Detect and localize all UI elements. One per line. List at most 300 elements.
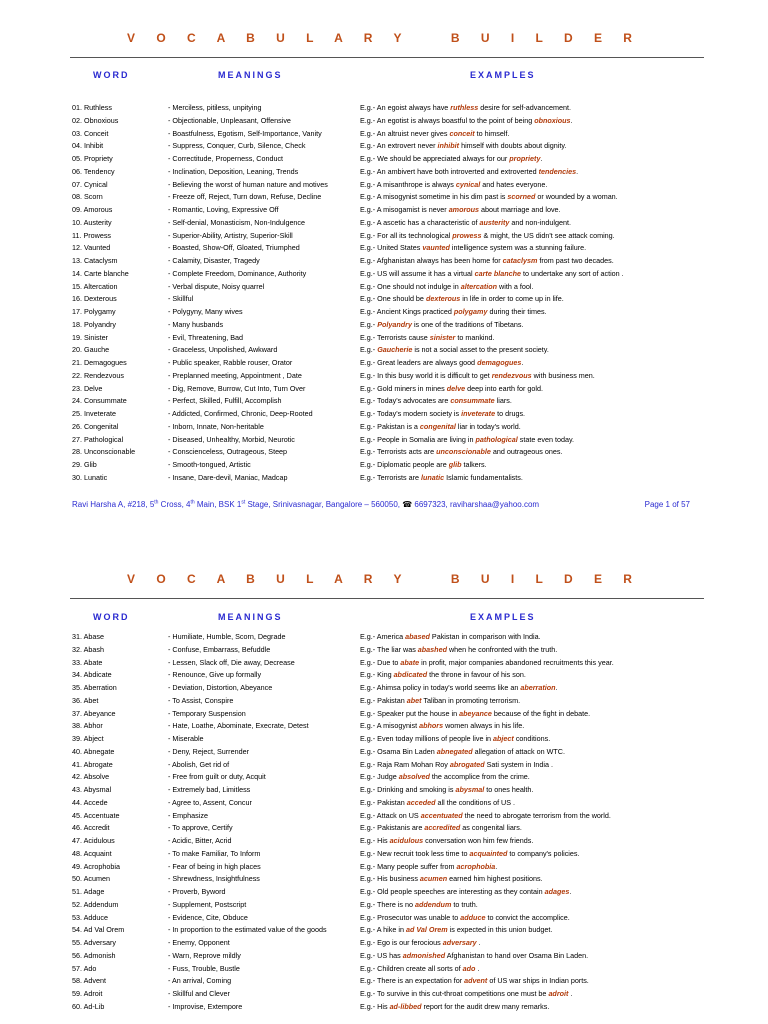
table-row [0,140,768,153]
example-highlight: advent [464,976,488,986]
vocab-word: 10. Austerity [72,217,112,227]
vocab-example: E.g.- US has admonished Afghanistan to hand over Osama Bin Laden. [360,950,589,960]
table-row [0,759,768,772]
example-highlight: inhibit [437,141,460,151]
vocab-meaning: - Proverb, Byword [168,887,226,896]
example-highlight: acidulous [389,836,424,845]
example-highlight: abate [400,657,420,667]
example-highlight: ado [462,963,476,973]
example-highlight: scorned [507,192,536,202]
table-row [0,720,768,733]
footer-address: Ravi Harsha A, #218, 5th Cross, 4th Main, BSK 1st Stage, Srinivasnagar, Bangalore – 560050, ☎ 6697323, raviharshaa@yahoo.com [72,499,540,509]
vocab-word: 22. Rendezvous [72,370,124,380]
vocab-example: E.g.- Terrorists cause sinister to mankind. [360,332,495,342]
example-highlight: aberration [520,683,556,692]
table-row [0,166,768,179]
table-row [0,631,768,644]
vocab-example: E.g.- His business acumen earned him highest positions. [360,874,543,884]
vocab-meaning: - Perfect, Skilled, Fulfill, Accomplish [168,396,282,406]
example-highlight: accentuated [420,810,463,820]
table-row [0,102,768,115]
title-word-builder: B U I L D E R [450,31,641,45]
vocab-word: 38. Abhor [72,721,103,731]
vocab-example: E.g.- His acidulous conversation won him few friends. [360,836,534,845]
example-highlight: obnoxious [534,115,571,125]
vocab-word: 04. Inhibit [72,141,104,151]
example-highlight: altercation [460,281,498,291]
vocab-example: E.g.- Pakistan is a congenital liar in today's world. [360,421,521,431]
vocab-meaning: - Graceless, Unpolished, Awkward [168,345,278,355]
table-row [0,370,768,383]
vocab-meaning: - Insane, Dare-devil, Maniac, Madcap [168,472,288,482]
table-row [0,708,768,721]
vocab-word: 34. Abdicate [72,670,112,680]
vocab-example: E.g.- To survive in this cut-throat competitions one must be adroit . [360,989,573,998]
vocab-example: E.g.- Polyandry is one of the traditions of Tibetans. [360,319,524,329]
vocab-word: 13. Cataclysm [72,256,118,265]
table-row [0,848,768,861]
example-highlight: adages [544,887,570,896]
vocab-example: E.g.- Gaucherie is not a social asset to the present society. [360,345,549,355]
vocab-meaning: - Humiliate, Humble, Scorn, Degrade [168,632,286,641]
vocab-word: 48. Acquaint [72,848,112,858]
table-row [0,217,768,230]
table-row [0,472,768,485]
table-row [0,459,768,472]
example-highlight: conceit [449,128,475,138]
vocab-example: E.g.- People in Somalia are living in pathological state even today. [360,434,575,444]
vocab-example: E.g.- Pakistan abet Taliban in promoting terrorism. [360,695,521,705]
example-highlight: delve [446,383,466,393]
vocab-example: E.g.- America abased Pakistan in comparison with India. [360,632,541,641]
table-row [0,924,768,937]
table-row [0,963,768,976]
vocab-meaning: - Smooth-tongued, Artistic [168,460,251,469]
vocab-example: E.g.- His ad-libbed report for the audit drew many remarks. [360,1001,550,1011]
vocab-word: 45. Accentuate [72,810,120,820]
vocab-example: E.g.- Great leaders are always good demagogues. [360,358,524,367]
vocab-word: 36. Abet [72,695,99,705]
vocab-meaning: - Diseased, Unhealthy, Morbid, Neurotic [168,434,295,444]
vocab-meaning: - Addicted, Confirmed, Chronic, Deep-Rooted [168,409,313,418]
vocab-meaning: - Renounce, Give up formally [168,670,262,680]
vocab-example: E.g.- A misogamist is never amorous about marriage and love. [360,205,561,214]
vocab-meaning: - Correctitude, Properness, Conduct [168,154,284,163]
example-highlight: Polyandry [377,319,412,329]
table-row [0,644,768,657]
table-row [0,344,768,357]
example-highlight: lunatic [420,472,445,482]
vocab-word: 16. Dexterous [72,294,117,304]
example-highlight: vaunted [422,243,450,253]
table-row [0,230,768,243]
vocab-example: E.g.- Afghanistan always has been home for cataclysm from past two decades. [360,256,614,265]
vocab-word: 32. Abash [72,644,104,654]
vocab-word: 44. Accede [72,797,108,807]
table-row [0,395,768,408]
column-header-meanings: MEANINGS [218,70,283,80]
vocab-meaning: - Skillful [168,294,194,304]
vocab-word: 59. Adroit [72,989,103,998]
vocab-word: 11. Prowess [72,230,112,240]
table-row [0,810,768,823]
vocab-example: E.g.- Diplomatic people are glib talkers. [360,460,487,469]
vocab-meaning: - Preplanned meeting, Appointment , Date [168,370,302,380]
table-row [0,204,768,217]
example-highlight: rendezvous [491,370,532,380]
table-row [0,383,768,396]
page-number: Page 1 of 57 [644,500,690,509]
vocab-example: E.g.- Speaker put the house in abeyance because of the fight in debate. [360,708,591,718]
table-row [0,421,768,434]
vocab-example: E.g.- An ambivert have both introverted and extroverted tendencies. [360,166,579,176]
table-row [0,797,768,810]
vocab-meaning: - Boasted, Show-Off, Gloated, Triumphed [168,243,300,253]
phone-icon: ☎ [402,500,413,509]
vocab-word: 54. Ad Val Orem [72,925,125,935]
table-row [0,446,768,459]
vocab-word: 14. Carte blanche [72,268,129,278]
vocab-meaning: - Believing the worst of human nature and motives [168,179,328,189]
vocab-meaning: - To make Familiar, To Inform [168,848,261,858]
vocab-meaning: - Evidence, Cite, Obduce [168,912,248,922]
example-highlight: abdicated [393,670,428,680]
page-title [0,571,768,587]
table-row [0,975,768,988]
table-row [0,873,768,886]
title-word-builder: B U I L D E R [450,572,641,586]
example-highlight: acceded [406,797,436,807]
vocab-meaning: - Free from guilt or duty, Acquit [168,772,266,782]
example-highlight: abhors [419,721,444,731]
vocab-word: 02. Obnoxious [72,115,119,125]
table-row [0,306,768,319]
vocab-word: 39. Abject [72,734,104,743]
vocab-word: 25. Inveterate [72,409,116,418]
vocab-word: 50. Acumen [72,874,110,884]
table-row [0,682,768,695]
column-header-meanings: MEANINGS [218,612,283,622]
vocab-example: E.g.- King abdicated the throne in favour of his son. [360,670,526,680]
example-highlight: abject [493,734,514,743]
vocabulary-table [0,631,768,1014]
vocab-word: 30. Lunatic [72,472,108,482]
table-row [0,733,768,746]
vocab-word: 15. Altercation [72,281,118,291]
table-row [0,657,768,670]
vocab-example: E.g.- A misogynist sometime in his dim past is scorned or wounded by a woman. [360,192,618,202]
example-highlight: admonished [402,950,446,960]
vocab-meaning: - Many husbands [168,319,224,329]
example-highlight: sinister [429,332,456,342]
example-highlight: addendum [415,899,452,909]
vocab-meaning: - Improvise, Extempore [168,1001,243,1011]
vocab-example: E.g.- Children create all sorts of ado . [360,963,480,973]
vocab-meaning: - Merciless, pitiless, unpitying [168,103,262,112]
vocab-word: 40. Abnegate [72,746,115,756]
example-highlight: ad Val Orem [405,925,448,935]
table-row [0,242,768,255]
vocab-example: E.g.- An altruist never gives conceit to himself. [360,128,510,138]
vocab-word: 27. Pathological [72,434,124,444]
vocab-word: 41. Abrogate [72,759,113,769]
table-row [0,695,768,708]
table-row [0,319,768,332]
vocab-example: E.g.- In this busy world it is difficult to get rendezvous with business men. [360,370,595,380]
vocab-word: 56. Admonish [72,950,116,960]
vocab-example: E.g.- Due to abate in profit, major companies abandoned recruitments this year. [360,657,614,667]
table-row [0,784,768,797]
vocab-example: E.g.- Terrorists acts are unconscionable and outrageous ones. [360,447,563,457]
table-row [0,293,768,306]
vocab-meaning: - Suppress, Conquer, Curb, Silence, Check [168,141,306,151]
vocab-meaning: - Shrewdness, Insightfulness [168,874,260,884]
vocab-meaning: - Dig, Remove, Burrow, Cut Into, Turn Over [168,383,306,393]
vocab-meaning: - Warn, Reprove mildly [168,950,241,960]
vocab-example: E.g.- Gold miners in mines delve deep into earth for gold. [360,383,543,393]
vocab-meaning: - Acidic, Bitter, Acrid [168,836,232,845]
vocab-meaning: - Complete Freedom, Dominance, Authority [168,268,307,278]
example-highlight: inveterate [461,409,496,418]
vocab-example: E.g.- A hike in ad Val Orem is expected in this union budget. [360,925,553,935]
vocab-meaning: - Deny, Reject, Surrender [168,746,249,756]
vocab-meaning: - Fear of being in high places [168,861,261,871]
vocab-word: 23. Delve [72,383,103,393]
table-row [0,1001,768,1014]
vocab-word: 33. Abate [72,657,103,667]
vocabulary-table [0,102,768,485]
vocab-word: 06. Tendency [72,166,115,176]
vocab-word: 37. Abeyance [72,708,116,718]
table-row [0,861,768,874]
example-highlight: prowess [452,230,482,240]
vocab-word: 55. Adversary [72,938,116,947]
example-highlight: acquainted [469,848,508,858]
example-highlight: pathological [475,434,518,444]
vocab-example: E.g.- There is no addendum to truth. [360,899,478,909]
example-highlight: adduce [460,912,486,922]
vocab-example: E.g.- Pakistan acceded all the conditions of US . [360,797,516,807]
vocab-example: E.g.- Ahimsa policy in today's world seems like an aberration. [360,683,558,692]
vocab-meaning: - Romantic, Loving, Expressive Off [168,205,279,214]
vocab-word: 42. Absolve [72,772,110,782]
table-row [0,179,768,192]
example-highlight: cynical [455,179,481,189]
example-highlight: abnegated [436,746,473,756]
example-highlight: ad-libbed [389,1001,422,1011]
example-highlight: abet [406,695,422,705]
vocab-example: E.g.- Today's advocates are consummate liars. [360,396,512,406]
table-row [0,115,768,128]
vocab-meaning: - Verbal dispute, Noisy quarrel [168,281,265,291]
example-highlight: ruthless [450,103,479,112]
example-highlight: cataclysm [502,256,538,265]
vocab-meaning: - Hate, Loathe, Abominate, Execrate, Detest [168,721,309,731]
vocab-meaning: - Enemy, Opponent [168,938,230,947]
vocab-example: E.g.- Attack on US accentuated the need to abrogate terrorism from the world. [360,810,611,820]
vocab-example: E.g.- The liar was abashed when he confronted with the truth. [360,644,558,654]
vocab-word: 26. Congenital [72,421,119,431]
vocab-meaning: - Fuss, Trouble, Bustle [168,963,240,973]
example-highlight: abeyance [459,708,492,718]
vocab-example: E.g.- Old people speeches are interesting as they contain adages. [360,887,572,896]
table-row [0,937,768,950]
vocab-word: 29. Glib [72,460,97,469]
example-highlight: demagogues [477,358,522,367]
vocab-word: 07. Cynical [72,179,108,189]
vocab-example: E.g.- Osama Bin Laden abnegated allegation of attack on WTC. [360,746,565,756]
example-highlight: austerity [479,217,510,227]
vocab-meaning: - Calamity, Disaster, Tragedy [168,256,260,265]
vocab-meaning: - Conscienceless, Outrageous, Steep [168,447,288,457]
vocab-example: E.g.- United States vaunted intelligence system was a stunning failure. [360,243,587,253]
vocab-example: E.g.- Pakistanis are accredited as congenital liars. [360,823,522,833]
table-row [0,434,768,447]
example-highlight: propriety [509,154,541,163]
vocab-word: 19. Sinister [72,332,108,342]
column-header-word: WORD [93,70,130,80]
title-rule [70,57,704,58]
vocab-example: E.g.- A misanthrope is always cynical and hates everyone. [360,179,548,189]
table-row [0,408,768,421]
vocab-word: 57. Ado [72,963,97,973]
vocab-word: 43. Abysmal [72,785,112,794]
table-row [0,886,768,899]
vocab-word: 49. Acrophobia [72,861,120,871]
vocab-word: 08. Scorn [72,192,103,202]
vocab-meaning: - Superior-Ability, Artistry, Superior-Skill [168,230,293,240]
vocab-example: E.g.- One should not indulge in altercation with a fool. [360,281,534,291]
vocab-meaning: - Evil, Threatening, Bad [168,332,243,342]
table-row [0,128,768,141]
vocab-meaning: - To Assist, Conspire [168,695,234,705]
example-highlight: absolved [398,772,430,782]
example-highlight: adversary [442,938,477,947]
vocab-word: 01. Ruthless [72,103,112,112]
example-highlight: congenital [419,421,456,431]
table-row [0,912,768,925]
vocab-example: E.g.- There is an expectation for advent of US war ships in Indian ports. [360,976,589,986]
example-highlight: glib [448,460,462,469]
vocab-example: E.g.- US will assume it has a virtual carte blanche to undertake any sort of action . [360,268,624,278]
vocab-word: 20. Gauche [72,345,110,355]
vocab-example: E.g.- Judge absolved the accomplice from the crime. [360,772,530,782]
example-highlight: carte blanche [474,268,521,278]
vocab-word: 17. Polygamy [72,307,116,316]
vocab-meaning: - Deviation, Distortion, Abeyance [168,683,273,692]
vocab-example: E.g.- Drinking and smoking is abysmal to ones health. [360,785,534,794]
example-highlight: abrogated [449,759,485,769]
vocab-meaning: - Skillful and Clever [168,989,230,998]
example-highlight: polygamy [453,307,488,316]
vocab-meaning: - Emphasize [168,810,208,820]
vocab-example: E.g.- A misogynist abhors women always in his life. [360,721,525,731]
vocab-example: E.g.- Terrorists are lunatic Islamic fundamentalists. [360,472,523,482]
vocab-word: 52. Addendum [72,899,119,909]
table-row [0,899,768,912]
table-row [0,191,768,204]
vocab-meaning: - Agree to, Assent, Concur [168,797,252,807]
table-row [0,950,768,963]
column-header-examples: EXAMPLES [470,612,536,622]
table-row [0,153,768,166]
title-word-vocabulary: V O C A B U L A R Y [127,572,411,586]
vocab-example: E.g.- An egotist is always boastful to the point of being obnoxious. [360,115,573,125]
vocab-example: E.g.- One should be dexterous in life in order to come up in life. [360,294,564,304]
title-rule [70,598,704,599]
vocab-word: 12. Vaunted [72,243,111,253]
table-row [0,255,768,268]
vocab-meaning: - An arrival, Coming [168,976,232,986]
vocab-word: 51. Adage [72,887,105,896]
vocab-example: E.g.- Prosecutor was unable to adduce to convict the accomplice. [360,912,570,922]
example-highlight: accredited [424,823,461,833]
vocab-word: 28. Unconscionable [72,447,136,457]
table-row [0,669,768,682]
vocab-word: 24. Consummate [72,396,127,406]
vocab-meaning: - Temporary Suspension [168,708,246,718]
example-highlight: abysmal [455,785,485,794]
vocab-meaning: - Miserable [168,734,204,743]
vocab-word: 53. Adduce [72,912,108,922]
vocab-meaning: - Freeze off, Reject, Turn down, Refuse, Decline [168,192,322,202]
example-highlight: abased [405,632,430,641]
vocab-meaning: - Confuse, Embarrass, Befuddle [168,644,271,654]
table-row [0,268,768,281]
vocab-meaning: - Polygyny, Many wives [168,307,243,316]
example-highlight: acrophobia [456,861,496,871]
vocab-meaning: - Abolish, Get rid of [168,759,230,769]
example-highlight: adroit [548,989,569,998]
vocab-meaning: - Objectionable, Unpleasant, Offensive [168,115,291,125]
table-row [0,988,768,1001]
vocab-meaning: - Self-denial, Monasticism, Non-Indulgence [168,217,306,227]
vocab-word: 60. Ad-Lib [72,1001,105,1011]
vocab-word: 03. Conceit [72,128,109,138]
vocab-example: E.g.- Raja Ram Mohan Roy abrogated Sati system in India . [360,759,553,769]
vocab-example: E.g.- New recruit took less time to acquainted to company's policies. [360,848,580,858]
vocab-example: E.g.- We should be appreciated always for our propriety. [360,154,543,163]
title-word-vocabulary: V O C A B U L A R Y [127,31,411,45]
table-row [0,822,768,835]
vocab-word: 47. Acidulous [72,836,115,845]
example-highlight: consummate [450,396,495,406]
vocab-meaning: - Supplement, Postscript [168,899,247,909]
vocab-example: E.g.- Many people suffer from acrophobia. [360,861,498,871]
vocab-meaning: - Inborn, Innate, Non-heritable [168,421,264,431]
example-highlight: Gaucherie [377,345,413,355]
vocab-meaning: - Lessen, Slack off, Die away, Decrease [168,657,295,667]
vocab-word: 58. Advent [72,976,106,986]
table-row [0,835,768,848]
vocab-meaning: - To approve, Certify [168,823,233,833]
vocab-example: E.g.- Even today millions of people live in abject conditions. [360,734,551,743]
vocab-meaning: - In proportion to the estimated value of the goods [168,925,327,935]
vocab-meaning: - Public speaker, Rabble rouser, Orator [168,358,293,367]
table-row [0,746,768,759]
example-highlight: acumen [419,874,448,884]
vocab-word: 18. Polyandry [72,319,116,329]
vocab-example: E.g.- Today's modern society is inveterate to drugs. [360,409,526,418]
vocab-word: 05. Propriety [72,154,113,163]
table-row [0,771,768,784]
vocab-word: 35. Aberration [72,683,117,692]
example-highlight: amorous [448,205,480,214]
vocab-example: E.g.- An egoist always have ruthless desire for self-advancement. [360,103,571,112]
page-2 [0,520,768,1024]
example-highlight: dexterous [425,294,461,304]
vocab-example: E.g.- Ego is our ferocious adversary . [360,938,481,947]
